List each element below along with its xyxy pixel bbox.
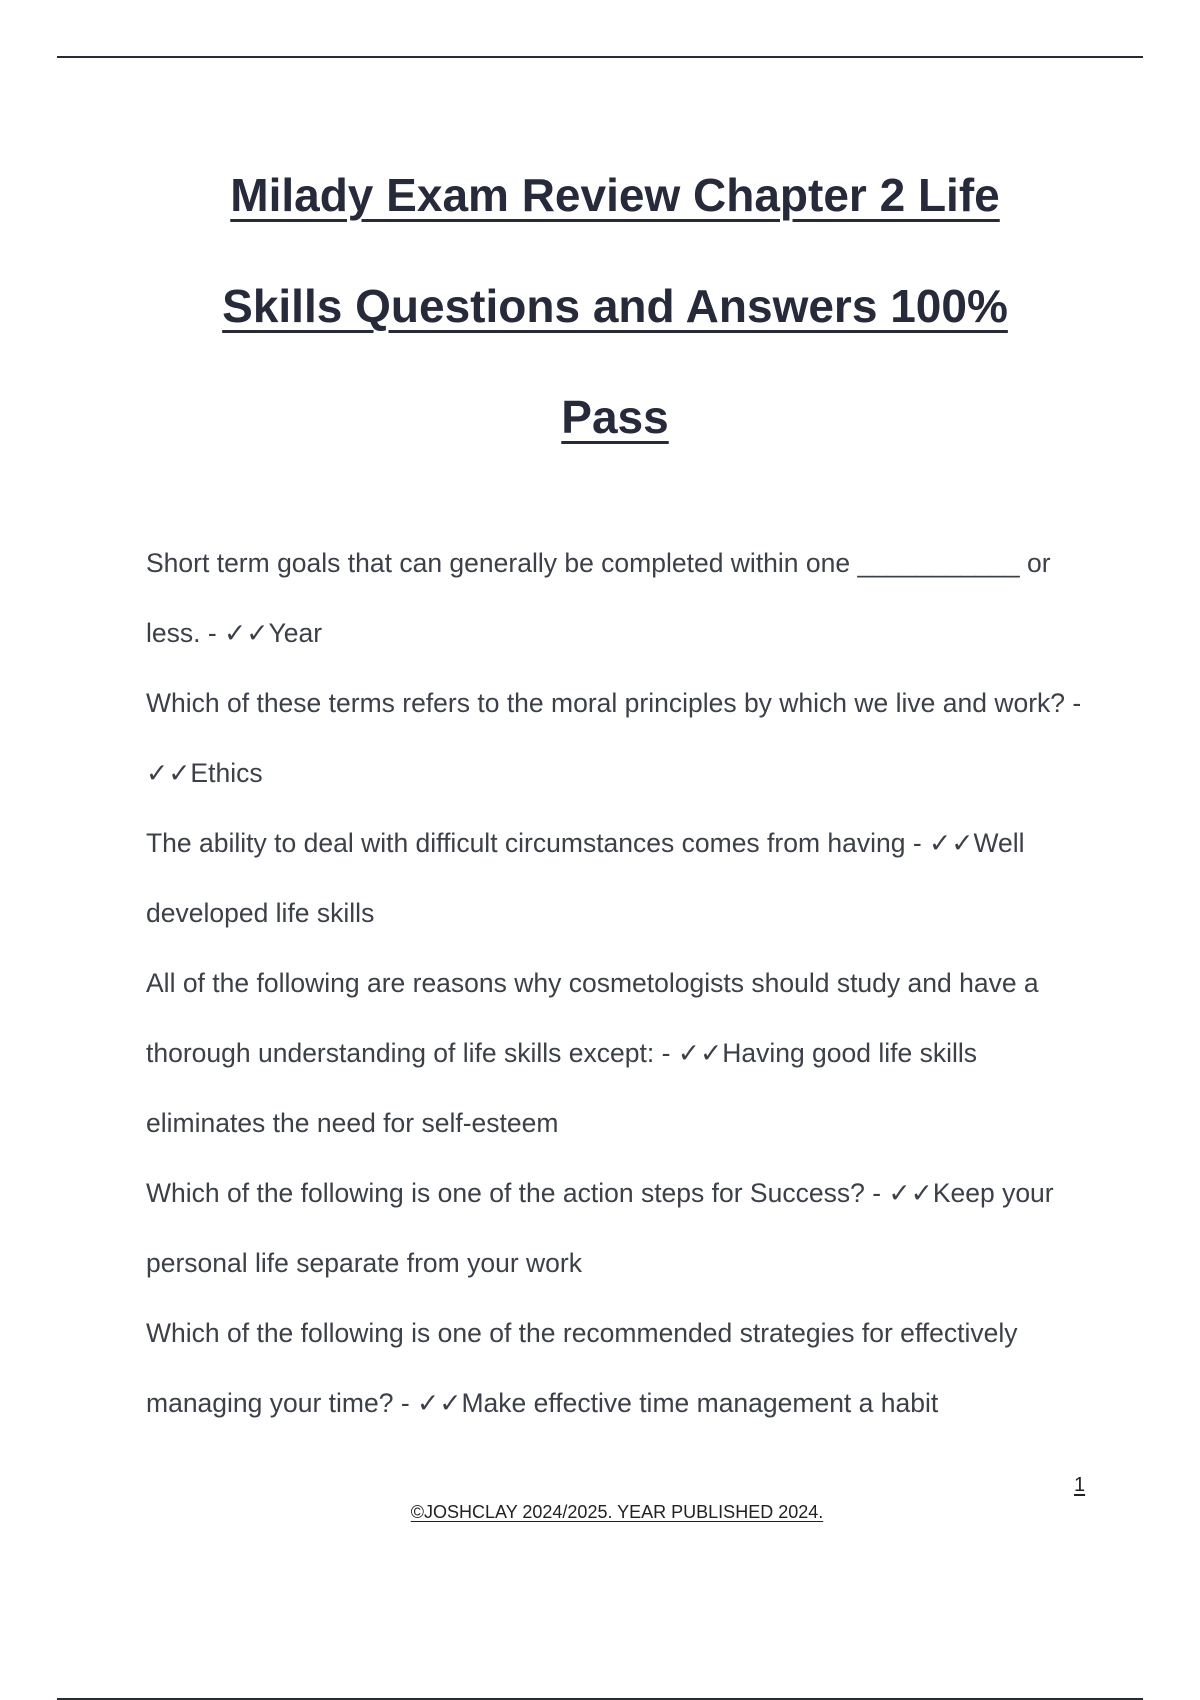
qa-item [146,668,1086,808]
answer-text: Well developed life skills [146,828,1025,928]
check-mark-icon: ✓✓ [888,1178,933,1208]
answer-text: Having good life skills eliminates the need for self-esteem [146,1038,978,1138]
copyright-footer: ©JOSHCLAY 2024/2025. YEAR PUBLISHED 2024. [410,1502,824,1522]
question-text: Which of the following is one of the action steps for Success? - [146,1178,889,1208]
check-mark-icon: ✓✓ [146,758,191,788]
answer-text: Keep your personal life separate from your work [146,1178,1054,1278]
question-text: The ability to deal with difficult circumstances comes from having - [146,828,930,858]
question-answer-list [146,528,1086,1438]
question-text: Which of these terms refers to the moral principles by which we live and work? - [146,688,1082,718]
page-number: 1 [1074,1474,1086,1496]
top-divider [57,56,1143,58]
qa-item [146,1298,1086,1438]
check-mark-icon: ✓✓ [677,1038,723,1068]
qa-item [146,528,1086,668]
question-text: All of the following are reasons why cosmetologists should study and have a thorough understanding of life skills except: - [146,968,1039,1068]
check-mark-icon: ✓✓ [929,828,974,858]
title-line: Pass [561,391,669,443]
answer-text: Make effective time management a habit [461,1388,939,1418]
title-line: Milady Exam Review Chapter 2 Life [230,169,1000,221]
question-text: Which of the following is one of the recommended strategies for effectively managing your time? - [146,1318,1018,1418]
answer-text: Year [268,618,323,648]
answer-text: Ethics [190,758,263,788]
question-text: Short term goals that can generally be completed within one ___________ or less. - [146,548,1051,648]
title-line: Skills Questions and Answers 100% [222,280,1008,332]
qa-item [146,1158,1086,1298]
qa-item [146,948,1086,1158]
qa-item [146,808,1086,948]
check-mark-icon: ✓✓ [417,1388,462,1418]
page-title [110,140,1120,473]
check-mark-icon: ✓✓ [224,618,269,648]
